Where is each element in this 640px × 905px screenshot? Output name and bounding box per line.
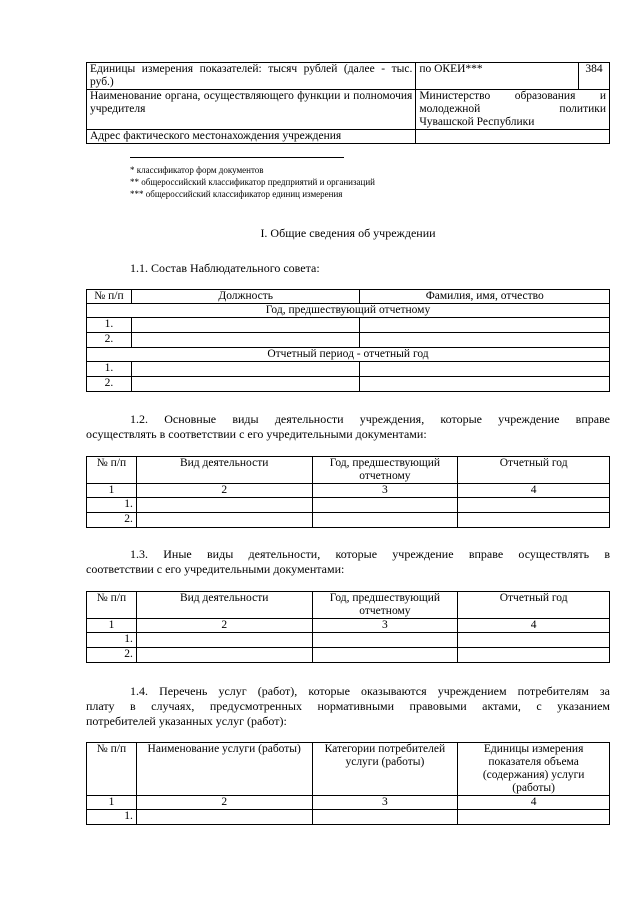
row-number: 1.: [87, 362, 132, 377]
s1-3-text: 1.3. Иные виды деятельности, которые учреждение вправе осуществлять в соответствии с его учредительными документами:: [86, 547, 610, 576]
col-number: 1: [87, 484, 137, 498]
col-header: Вид деятельности: [136, 592, 312, 619]
col-number: 1: [87, 619, 137, 633]
col-number: 2: [136, 619, 312, 633]
main-activities-table: [86, 456, 610, 528]
address-value: [416, 130, 610, 144]
footnote-1: * классификатор форм документов: [130, 165, 264, 175]
row-number: 2.: [87, 333, 132, 348]
okei-code: 384: [579, 63, 610, 90]
col-number: 2: [136, 484, 312, 498]
col-number: 2: [136, 796, 312, 810]
footnote-separator: [130, 157, 344, 158]
row-number: 1.: [87, 633, 137, 648]
row-number: 2.: [87, 377, 132, 392]
col-header: Отчетный год: [458, 457, 610, 484]
col-number: 4: [458, 484, 610, 498]
row-number: 1.: [87, 498, 137, 513]
header-table: [86, 62, 610, 144]
col-header: № п/п: [87, 290, 132, 304]
row-number: 2.: [87, 513, 137, 528]
col-header: Год, предшествующий отчетному: [312, 592, 458, 619]
row-number: 1.: [87, 810, 137, 825]
footnotes: [130, 164, 375, 200]
col-header: № п/п: [87, 592, 137, 619]
footnote-2: ** общероссийский классификатор предприятий и организаций: [130, 177, 375, 187]
col-header: Отчетный год: [458, 592, 610, 619]
col-header: № п/п: [87, 457, 137, 484]
col-number: 4: [458, 619, 610, 633]
col-header: № п/п: [87, 743, 137, 796]
col-header: Категории потребителей услуги (работы): [312, 743, 458, 796]
col-number: 3: [312, 619, 458, 633]
col-number: 1: [87, 796, 137, 810]
address-label: Адрес фактического местонахождения учреждения: [87, 130, 416, 144]
section-title: I. Общие сведения об учреждении: [260, 226, 436, 240]
founder-value: Министерство образования и молодежной политики Чувашской Республики: [416, 90, 610, 130]
founder-label: Наименование органа, осуществляющего функции и полномочия учредителя: [87, 90, 416, 130]
s1-1-heading: 1.1. Состав Наблюдательного совета:: [130, 261, 320, 275]
okei-label: по ОКЕИ***: [416, 63, 579, 90]
col-header: Год, предшествующий отчетному: [312, 457, 458, 484]
col-header: Фамилия, имя, отчество: [360, 290, 610, 304]
s1-4-text: 1.4. Перечень услуг (работ), которые оказываются учреждением потребителям за плату в случаях, предусмотренных нормативными правовыми актами, с указанием потребителей указанных услуг (работ):: [86, 684, 610, 728]
supervisory-board-table: [86, 289, 610, 392]
units-label: Единицы измерения показателей: тысяч рублей (далее - тыс. руб.): [87, 63, 416, 90]
col-number: 4: [458, 796, 610, 810]
col-header: Вид деятельности: [136, 457, 312, 484]
row-number: 1.: [87, 318, 132, 333]
s1-2-text: 1.2. Основные виды деятельности учреждения, которые учреждение вправе осуществлять в соответствии с его учредительными документами:: [86, 412, 610, 441]
group-row: Отчетный период - отчетный год: [87, 348, 610, 362]
col-number: 3: [312, 484, 458, 498]
row-number: 2.: [87, 648, 137, 663]
other-activities-table: [86, 591, 610, 663]
footnote-3: *** общероссийский классификатор единиц измерения: [130, 189, 343, 199]
col-header: Должность: [131, 290, 360, 304]
group-row: Год, предшествующий отчетному: [87, 304, 610, 318]
col-header: Единицы измерения показателя объема (содержания) услуги (работы): [458, 743, 610, 796]
col-number: 3: [312, 796, 458, 810]
col-header: Наименование услуги (работы): [136, 743, 312, 796]
paid-services-table: [86, 742, 610, 825]
